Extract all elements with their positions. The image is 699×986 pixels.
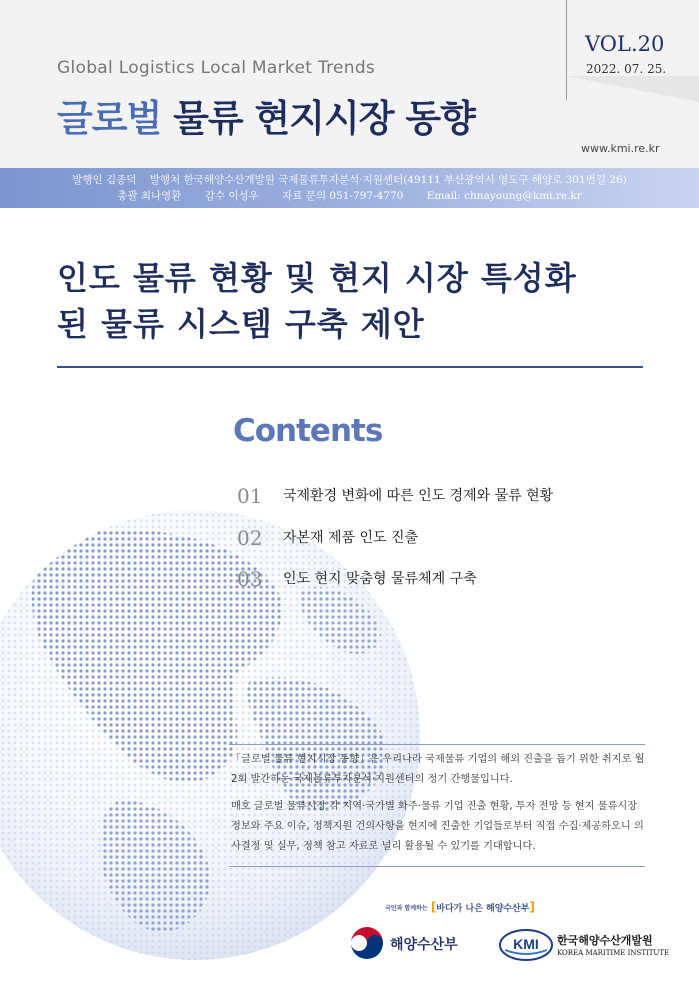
toc-item[interactable] bbox=[237, 484, 553, 512]
issue-date: 2022. 07. 25. bbox=[586, 62, 667, 76]
toc-label: 자본재 제품 인도 진출 bbox=[283, 530, 419, 546]
kmi-logo bbox=[499, 928, 670, 966]
toc-label: 인도 현지 맞춤형 물류체계 구축 bbox=[283, 571, 477, 587]
intro-paragraph-2: 매호 글로벌 물류시장 각 지역·국가별 화주·물류 기업 진출 현황, 투자 전망 등 현지 물류시장 정보와 주요 이슈, 정책지원 건의사항을 현지에 진출한 기업들로부터 직접 수집·제공하오니 의사결정 및 실무, 정책 참고 자료로 널리 활용될 수 있기를 기대합니다. bbox=[231, 801, 644, 852]
title-underline bbox=[57, 366, 643, 368]
publication-title bbox=[57, 88, 475, 142]
toc-number: 03 bbox=[237, 567, 263, 591]
taegeuk-emblem-icon bbox=[350, 926, 384, 960]
kmi-mark-text: KMI bbox=[513, 936, 539, 952]
report-title bbox=[57, 255, 657, 347]
volume-number: VOL.20 bbox=[585, 32, 665, 56]
kmi-mark-icon bbox=[499, 928, 553, 962]
kmi-name-english: KOREA MARITIME INSTITUTE bbox=[557, 949, 670, 957]
volume-ribbon-shadow bbox=[566, 76, 699, 102]
bracket-icon: [ bbox=[430, 900, 437, 914]
toc-label: 국제환경 변화에 따른 인도 경제와 물류 현황 bbox=[283, 488, 554, 504]
toc-number: 02 bbox=[237, 526, 263, 550]
toc-item[interactable] bbox=[237, 526, 418, 554]
kmi-name-korean: 한국해양수산개발원 bbox=[557, 934, 653, 947]
contents-heading: Contents bbox=[233, 413, 383, 449]
report-title-line1: 인도 물류 현황 및 현지 시장 특성화 bbox=[57, 259, 577, 297]
report-title-line2: 된 물류 시스템 구축 제안 bbox=[57, 305, 425, 343]
publication-title-part1: 글로벌 bbox=[57, 97, 162, 140]
mof-slogan-small-text: 국민과 함께하는 bbox=[385, 905, 428, 912]
publisher-info-line1: 발행인 김종덕 발행처 한국해양수산개발원 국제물류투자분석·지원센터(49111 부산광역시 영도구 해양로 301번길 26) bbox=[72, 174, 627, 186]
intro-paragraph-1: 「글로벌 물류 현지시장 동향」은 우리나라 국제물류 기업의 해외 진출을 돕기 위한 취지로 월 2회 발간하는 국제물류투자분석·지원센터의 정기 간행물입니다. bbox=[231, 754, 645, 785]
mof-logo bbox=[350, 926, 458, 964]
bracket-icon: ] bbox=[529, 900, 535, 914]
toc-number: 01 bbox=[237, 484, 263, 508]
intro-bottom-rule bbox=[229, 866, 645, 867]
website-url[interactable]: www.kmi.re.kr bbox=[581, 142, 660, 155]
subtitle-english: Global Logistics Local Market Trends bbox=[57, 58, 376, 78]
publication-title-part2: 물류 현지시장 동향 bbox=[161, 97, 475, 140]
mof-slogan-logo bbox=[385, 900, 535, 914]
publisher-info-line2: 총괄 최나영환 감수 이성우 자료 문의 051-797-4770 Email: chnayoung@kmi.re.kr bbox=[117, 190, 582, 202]
intro-top-rule bbox=[229, 744, 645, 745]
toc-item[interactable] bbox=[237, 567, 477, 595]
mof-slogan-text: 바다가 나은 해양수산부 bbox=[436, 904, 530, 914]
mof-name: 해양수산부 bbox=[390, 937, 458, 953]
